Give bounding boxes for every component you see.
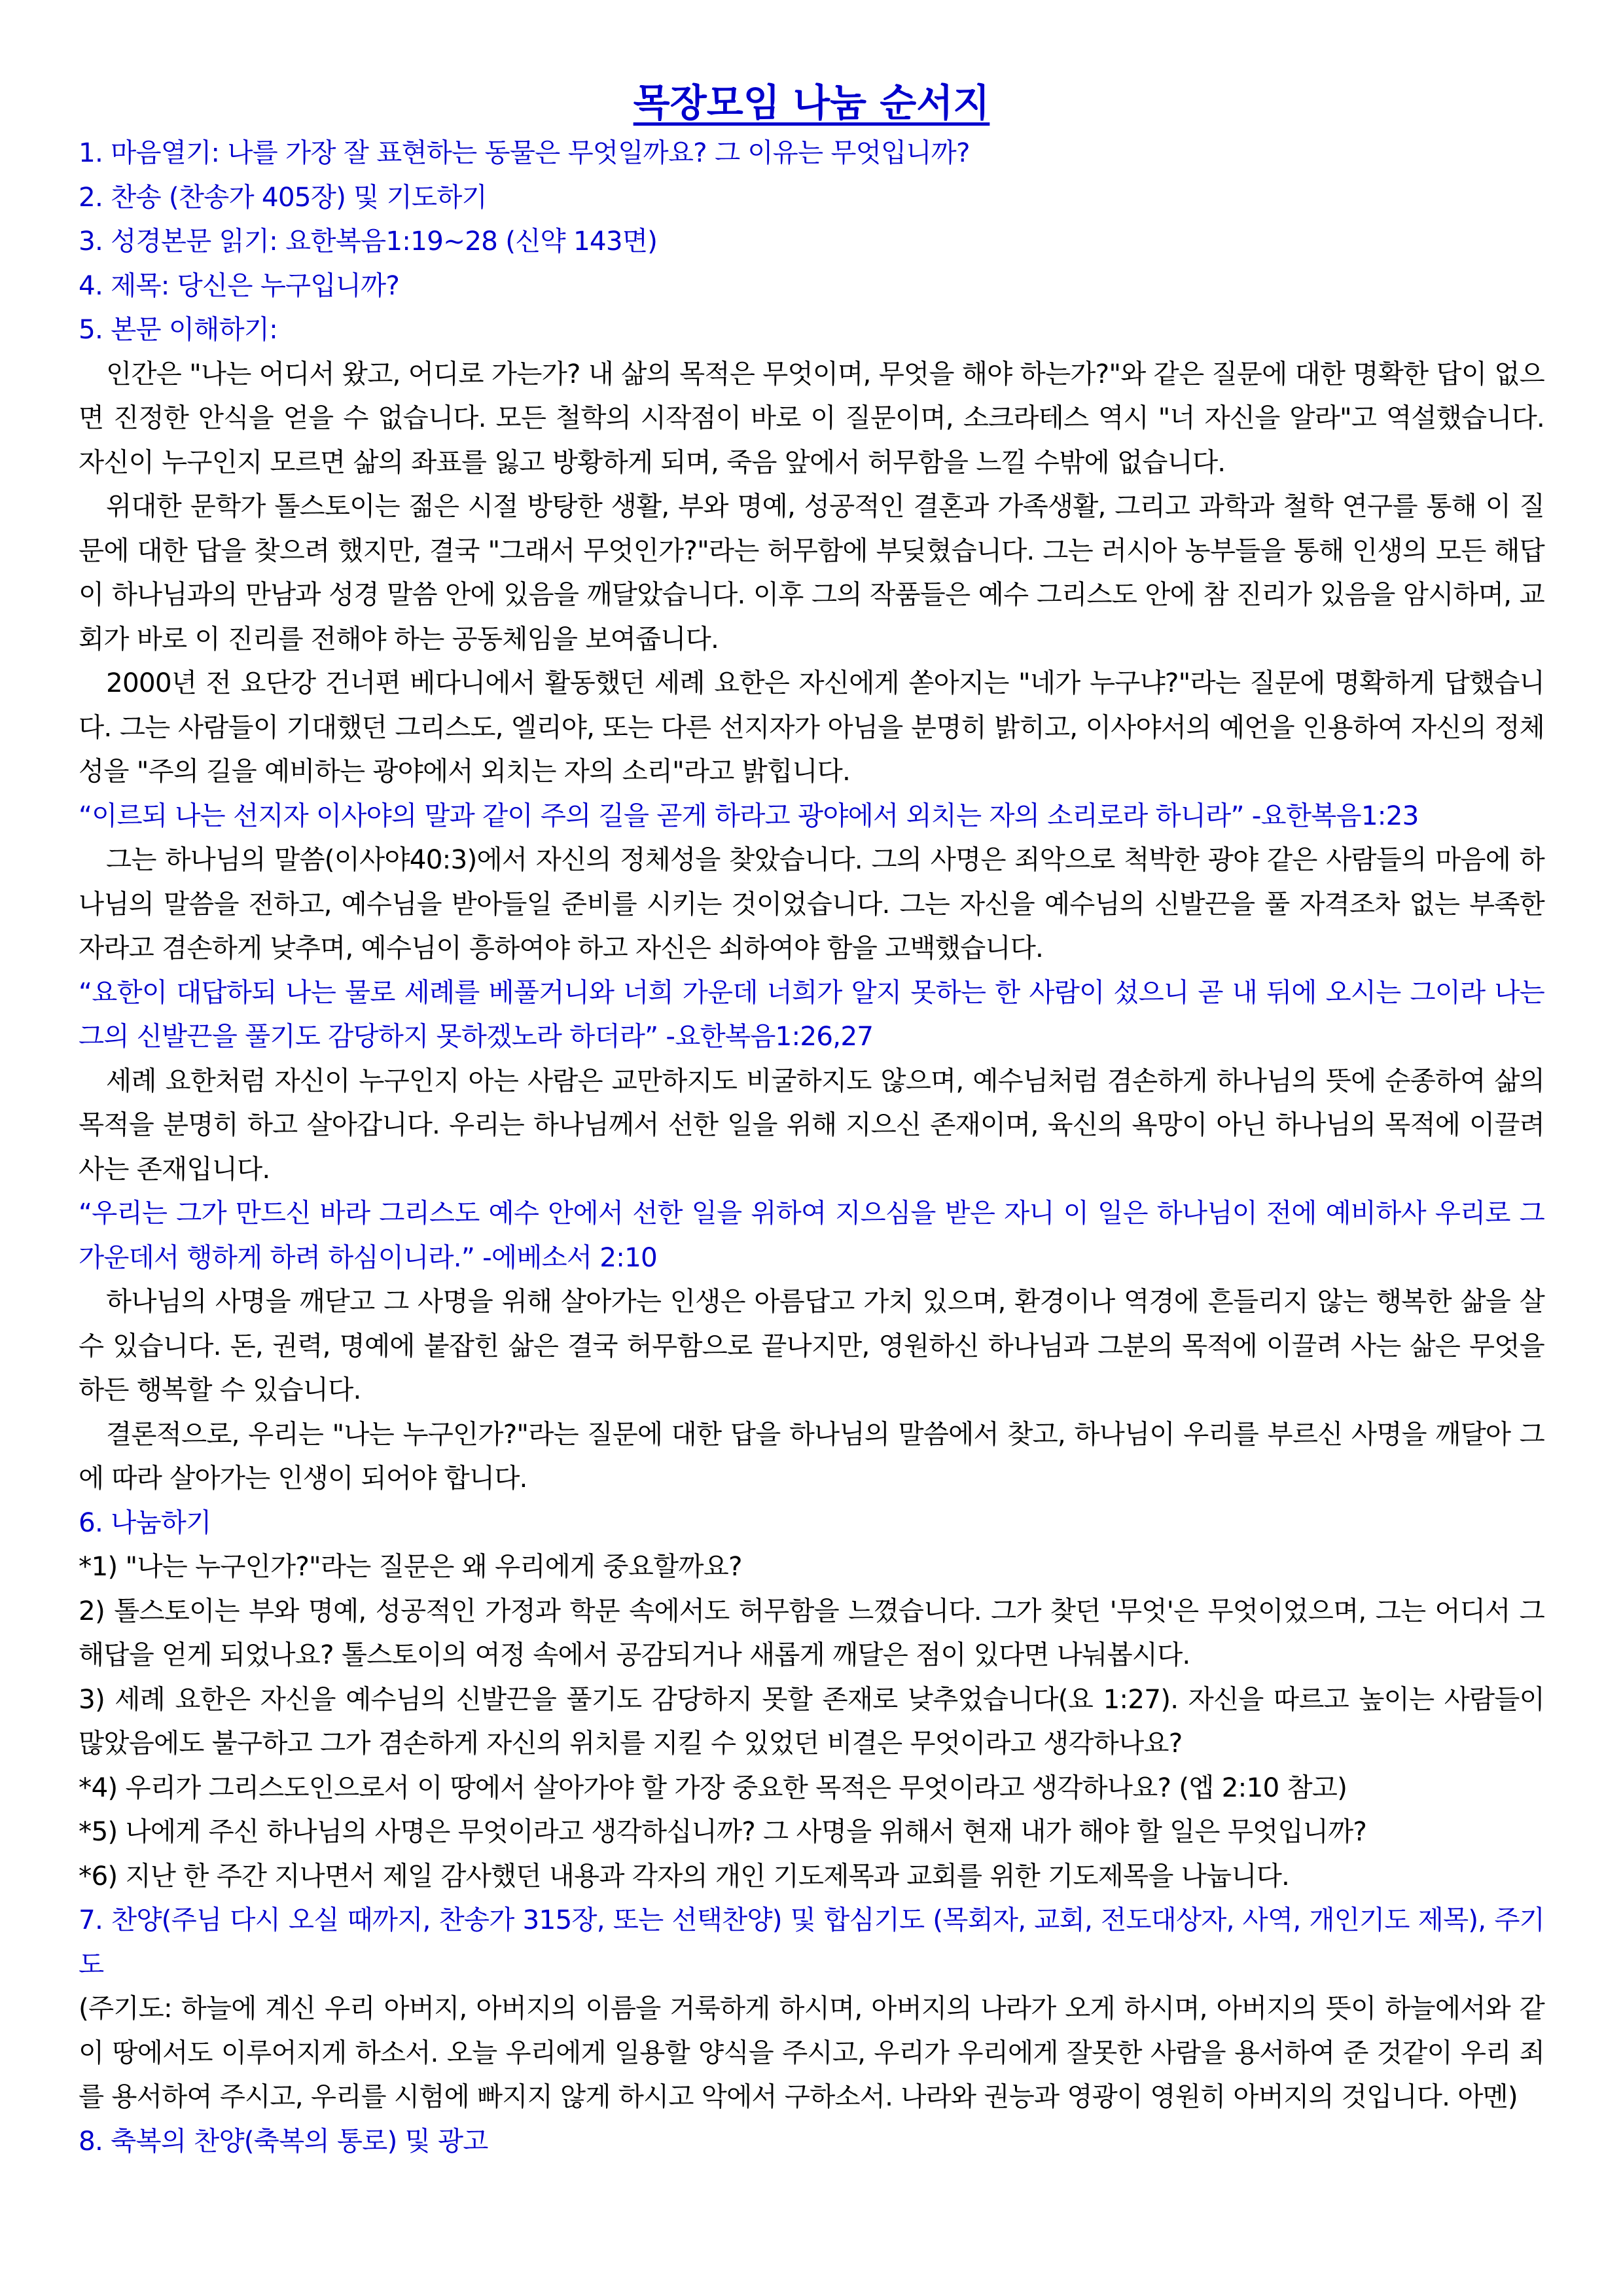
scripture-quote: “요한이 대답하되 나는 물로 세례를 베풀거니와 너희 가운데 너희가 알지 못하는 한 사람이 섰으니 곧 내 뒤에 오시는 그이라 나는 그의 신발끈을 풀기도 감당하지 못하겠노라 하더라” -요한복음1:26,27 [79,976,1544,1052]
body-paragraph: 인간은 "나는 어디서 왔고, 어디로 가는가? 내 삶의 목적은 무엇이며, 무엇을 해야 하는가?"와 같은 질문에 대한 명확한 답이 없으면 진정한 안식을 얻을 수 없습니다. 모든 철학의 시작점이 바로 이 질문이며, 소크라테스 역시 "너 자신을 알라"고 역설했습니다. 자신이 누구인지 모르면 삶의 좌표를 잃고 방황하게 되며, 죽음 앞에서 허무함을 느낄 수밖에 없습니다. [79,357,1544,478]
item-blessing-announcements: 8. 축복의 찬양(축복의 통로) 및 광고 [79,2125,488,2157]
body-paragraph: 하나님의 사명을 깨닫고 그 사명을 위해 살아가는 인생은 아름답고 가치 있으며, 환경이나 역경에 흔들리지 않는 행복한 삶을 살 수 있습니다. 돈, 권력, 명예에 붙잡힌 삶은 결국 허무함으로 끝나지만, 영원하신 하나님과 그분의 목적에 이끌려 사는 삶은 무엇을 하든 행복할 수 있습니다. [79,1285,1544,1405]
item-sharing: 6. 나눔하기 [79,1506,211,1538]
body-paragraph: 2000년 전 요단강 건너편 베다니에서 활동했던 세례 요한은 자신에게 쏟아지는 "네가 누구냐?"라는 질문에 명확하게 답했습니다. 그는 사람들이 기대했던 그리스도, 엘리야, 또는 다른 선지자가 아님을 분명히 밝히고, 이사야서의 예언을 인용하여 자신의 정체성을 "주의 길을 예비하는 광야에서 외치는 자의 소리"라고 밝힙니다. [79,667,1544,787]
item-hymn: 2. 찬송 (찬송가 405장) 및 기도하기 [79,181,487,213]
body-paragraph: 세례 요한처럼 자신이 누구인지 아는 사람은 교만하지도 비굴하지도 않으며, 예수님처럼 겸손하게 하나님의 뜻에 순종하여 삶의 목적을 분명히 하고 살아갑니다. 우리는 하나님께서 선한 일을 위해 지으신 존재이며, 육신의 욕망이 아닌 하나님의 목적에 이끌려 사는 존재입니다. [79,1064,1544,1185]
item-understanding: 5. 본문 이해하기: [79,314,277,345]
body-paragraph: 위대한 문학가 톨스토이는 젊은 시절 방탕한 생활, 부와 명예, 성공적인 결혼과 가족생활, 그리고 과학과 철학 연구를 통해 이 질문에 대한 답을 찾으려 했지만, 결국 "그래서 무엇인가?"라는 허무함에 부딪혔습니다. 그는 러시아 농부들을 통해 인생의 모든 해답이 하나님과의 만남과 성경 말씀 안에 있음을 깨달았습니다. 이후 그의 작품들은 예수 그리스도 안에 참 진리가 있음을 암시하며, 교회가 바로 이 진리를 전해야 하는 공동체임을 보여줍니다. [79,490,1544,655]
sharing-question: *6) 지난 한 주간 지나면서 제일 감사했던 내용과 각자의 개인 기도제목과 교회를 위한 기도제목을 나눕니다. [79,1859,1290,1892]
item-sermon-title: 4. 제목: 당신은 누구입니까? [79,269,400,301]
sharing-question: 3) 세례 요한은 자신을 예수님의 신발끈을 풀기도 감당하지 못할 존재로 낮추었습니다(요 1:27). 자신을 따르고 높이는 사람들이 많았음에도 불구하고 그가 겸손하게 자신의 위치를 지킬 수 있었던 비결은 무엇이라고 생각하나요? [79,1683,1544,1759]
item-icebreaker: 1. 마음열기: 나를 가장 잘 표현하는 동물은 무엇일까요? 그 이유는 무엇입니까? [79,137,970,168]
lords-prayer: (주기도: 하늘에 계신 우리 아버지, 아버지의 이름을 거룩하게 하시며, 아버지의 나라가 오게 하시며, 아버지의 뜻이 하늘에서와 같이 땅에서도 이루어지게 하소서. 오늘 우리에게 일용할 양식을 주시고, 우리가 우리에게 잘못한 사람을 용서하여 준 것같이 우리 죄를 용서하여 주시고, 우리를 시험에 빠지지 않게 하시고 악에서 구하소서. 나라와 권능과 영광이 영원히 아버지의 것입니다. 아멘) [79,1992,1544,2112]
sharing-question: 2) 톨스토이는 부와 명예, 성공적인 가정과 학문 속에서도 허무함을 느꼈습니다. 그가 찾던 '무엇'은 무엇이었으며, 그는 어디서 그 해답을 얻게 되었나요? 톨스토이의 여정 속에서 공감되거나 새롭게 깨달은 점이 있다면 나눠봅시다. [79,1594,1544,1670]
body-paragraph: 그는 하나님의 말씀(이사야40:3)에서 자신의 정체성을 찾았습니다. 그의 사명은 죄악으로 척박한 광야 같은 사람들의 마음에 하나님의 말씀을 전하고, 예수님을 받아들일 준비를 시키는 것이었습니다. 그는 자신을 예수님의 신발끈을 풀 자격조차 없는 부족한 자라고 겸손하게 낮추며, 예수님이 흥하여야 하고 자신은 쇠하여야 함을 고백했습니다. [79,844,1544,963]
sharing-question: *5) 나에게 주신 하나님의 사명은 무엇이라고 생각하십니까? 그 사명을 위해서 현재 내가 해야 할 일은 무엇입니까? [79,1816,1367,1847]
item-praise-prayer: 7. 찬양(주님 다시 오실 때까지, 찬송가 315장, 또는 선택찬양) 및 합심기도 (목회자, 교회, 전도대상자, 사역, 개인기도 제목), 주기도 [79,1904,1544,1980]
document-body [79,131,1544,2163]
sharing-question: *1) "나는 누구인가?"라는 질문은 왜 우리에게 중요할까요? [79,1551,742,1582]
item-scripture: 3. 성경본문 읽기: 요한복음1:19~28 (신약 143면) [79,225,658,257]
page-title: 목장모임 나눔 순서지 [633,81,990,125]
body-paragraph: 결론적으로, 우리는 "나는 누구인가?"라는 질문에 대한 답을 하나님의 말씀에서 찾고, 하나님이 우리를 부르신 사명을 깨달아 그에 따라 살아가는 인생이 되어야 합니다. [79,1418,1544,1494]
sharing-question: *4) 우리가 그리스도인으로서 이 땅에서 살아가야 할 가장 중요한 목적은 무엇이라고 생각하나요? (엡 2:10 참고) [79,1771,1347,1803]
scripture-quote: “우리는 그가 만드신 바라 그리스도 예수 안에서 선한 일을 위하여 지으심을 받은 자니 이 일은 하나님이 전에 예비하사 우리로 그 가운데서 행하게 하려 하심이니라.” -에베소서 2:10 [79,1197,1544,1273]
scripture-quote: “이르되 나는 선지자 이사야의 말과 같이 주의 길을 곧게 하라고 광야에서 외치는 자의 소리로라 하니라” -요한복음1:23 [79,799,1419,831]
